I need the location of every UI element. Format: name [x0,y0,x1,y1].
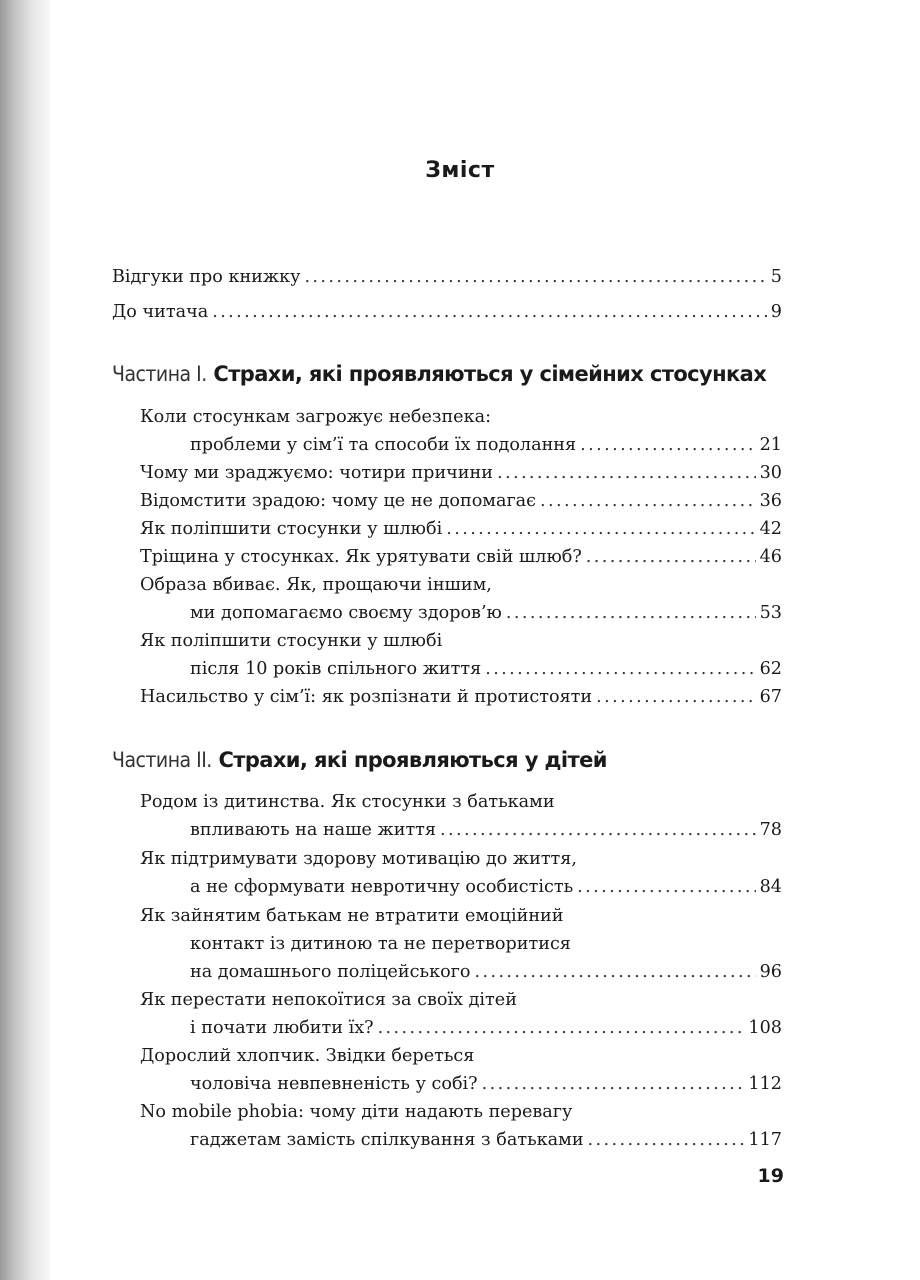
toc-page-number: 67 [759,687,782,707]
toc-page-number: 5 [770,267,782,287]
toc-entry-text: До читача [112,302,209,322]
leader-dots [485,655,755,683]
toc-entry[interactable] [140,459,782,487]
toc-page-number: 9 [770,302,782,322]
toc-entry-text: ми допомагаємо своєму здоров’ю [190,603,502,623]
toc-page-number: 53 [759,603,782,623]
toc-entry[interactable] [140,487,782,515]
part-title: Страхи, які проявляються у дітей [218,748,607,772]
toc-page-number: 117 [748,1130,782,1150]
toc-entry-text: Відгуки про книжку [112,267,301,287]
toc-entry-text: Чому ми зраджуємо: чотири причини [140,463,493,483]
toc-entry-text: і почати любити їх? [190,1018,374,1038]
toc-page-number: 46 [759,547,782,567]
leader-dots [378,1014,745,1042]
toc-entry-text: Дорослий хлопчик. Звідки береться [140,1046,475,1066]
part-heading-2 [112,746,607,774]
page-number-folio: 19 [757,1165,784,1187]
toc-entry-text: Родом із дитинства. Як стосунки з батьками [140,792,555,812]
part-heading-1 [112,360,766,388]
leader-dots [440,816,756,844]
toc-entry-text: проблеми у сім’ї та способи їх подолання [190,435,577,455]
toc-entry[interactable] [140,515,782,543]
leader-dots [482,1070,745,1098]
leader-dots [596,683,755,711]
leader-dots [580,431,755,459]
toc-entry-text: Коли стосункам загрожує небезпека: [140,407,492,427]
toc-entry-text: Як поліпшити стосунки у шлюбі [140,631,443,651]
toc-entry-text: Тріщина у стосунках. Як урятувати свій шлюб? [140,547,582,567]
part-label: Частина I. [112,362,207,386]
toc-entry-to-reader[interactable] [112,298,782,326]
leader-dots [506,599,756,627]
toc-entry[interactable] [140,1042,782,1098]
toc-page-number: 36 [759,491,782,511]
leader-dots [497,459,756,487]
toc-entry-text: гаджетам замість спілкування з батьками [190,1130,584,1150]
leader-dots [586,543,756,571]
toc-entry-reviews[interactable] [112,263,782,291]
toc-entry[interactable] [140,986,782,1042]
toc-page-number: 62 [759,659,782,679]
toc-entry-text: No mobile phobia: чому діти надають перевагу [140,1102,573,1122]
toc-page-number: 30 [759,463,782,483]
leader-dots [577,873,755,901]
toc-page-number: 78 [759,820,782,840]
leader-dots [446,515,755,543]
leader-dots [474,958,755,986]
toc-page-number: 96 [759,962,782,982]
toc-entry[interactable] [140,1098,782,1154]
leader-dots [304,263,766,291]
toc-entry-text: впливають на наше життя [190,820,437,840]
toc-entry-text: а не сформувати невротичну особистість [190,877,574,897]
part-label: Частина II. [112,748,212,772]
toc-entry-text: Відомстити зрадою: чому це не допомагає [140,491,537,511]
toc-entry[interactable] [140,403,782,459]
toc-entry-text: контакт із дитиною та не перетворитися [190,934,571,954]
toc-entry[interactable] [140,845,782,901]
toc-page-number: 84 [759,877,782,897]
leader-dots [540,487,756,515]
toc-page-number: 21 [759,435,782,455]
toc-entry[interactable] [140,543,782,571]
toc-entry-text: Як підтримувати здорову мотивацію до життя, [140,849,577,869]
toc-entry[interactable] [140,683,782,711]
part-title: Страхи, які проявляються у сімейних стосунках [213,362,767,386]
toc-page-number: 42 [759,519,782,539]
leader-dots [588,1126,745,1154]
toc-entry-text: Як поліпшити стосунки у шлюбі [140,519,443,539]
toc-entry-text: Як перестати непокоїтися за своїх дітей [140,990,517,1010]
toc-entry[interactable] [140,571,782,627]
toc-entry-text: Як зайнятим батькам не втратити емоційний [140,906,564,926]
toc-entry[interactable] [140,788,782,844]
toc-entry[interactable] [140,902,782,986]
toc-page-number: 112 [748,1074,782,1094]
page-title: Зміст [425,158,495,183]
toc-entry[interactable] [140,627,782,683]
toc-entry-text: після 10 років спільного життя [190,659,482,679]
toc-entry-text: на домашнього поліцейського [190,962,471,982]
toc-entry-text: Насильство у сім’ї: як розпізнати й протистояти [140,687,593,707]
toc-entry-text: Образа вбиває. Як, прощаючи іншим, [140,575,492,595]
toc-entry-text: чоловіча невпевненість у собі? [190,1074,478,1094]
toc-page-number: 108 [748,1018,782,1038]
leader-dots [212,298,767,326]
